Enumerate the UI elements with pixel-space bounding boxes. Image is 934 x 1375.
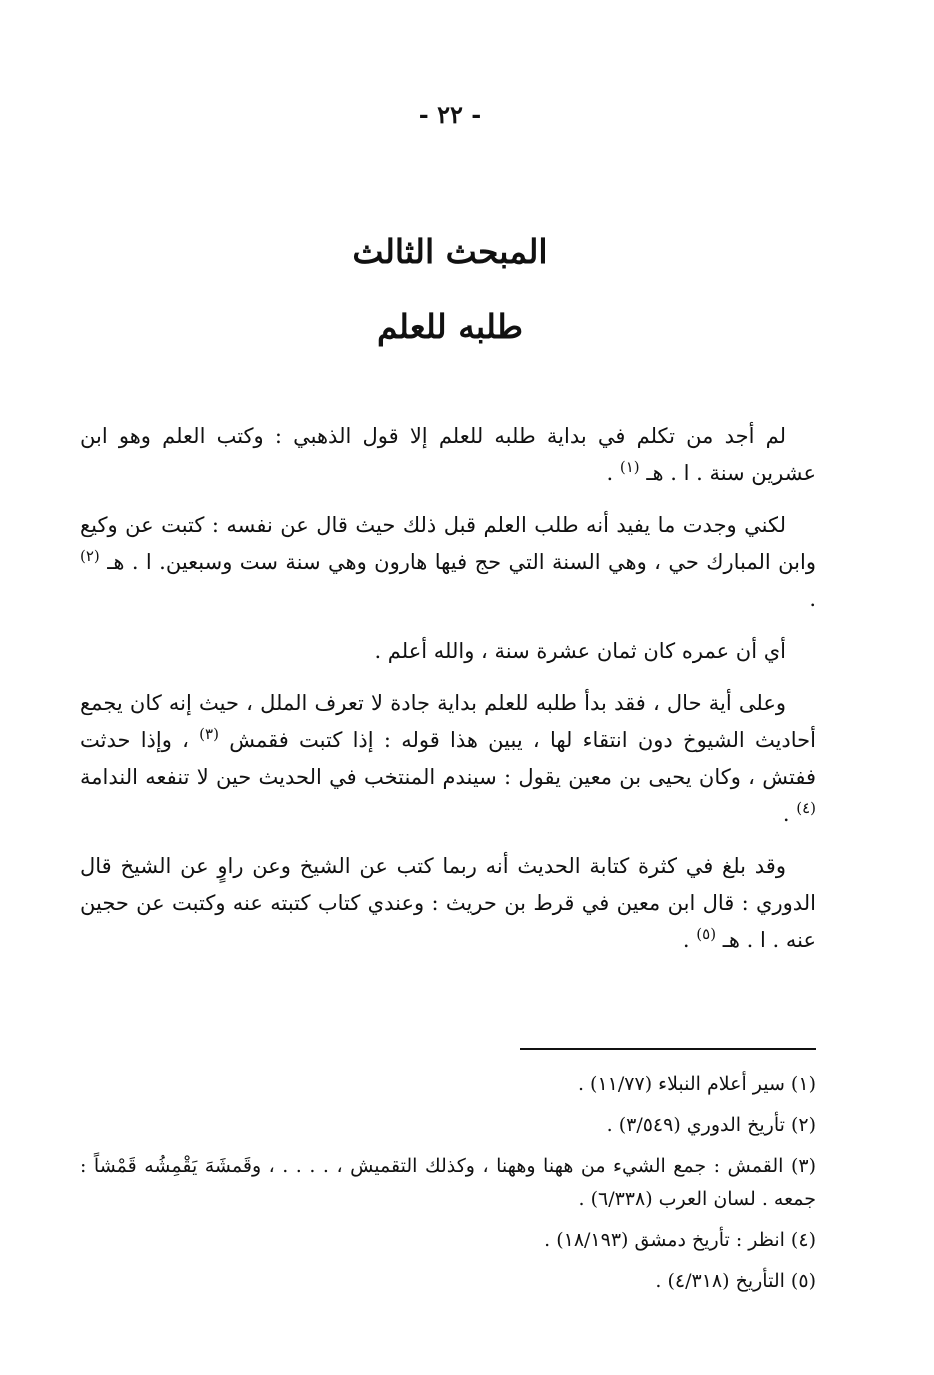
footnote-ref: (٥) [696, 925, 717, 943]
footnote-3: (٣) القمش : جمع الشيء من ههنا وههنا ، وكذلك التقميش ، . . . . ، وقَمشَهَ يَقْمِشُه قَمْشاً : جمعه . لسان العرب (٦/٣٣٨) . [80, 1155, 817, 1210]
footnote-divider [520, 1048, 816, 1050]
paragraph-4 [80, 685, 816, 833]
paragraph-end: . [782, 802, 797, 826]
paragraph-end: . [606, 461, 620, 485]
footnote-5: (٥) التأريخ (٤/٣١٨) . [655, 1270, 816, 1292]
paragraph-text: وعلى أية حال ، فقد بدأ طلبه للعلم بداية جادة لا تعرف الملل ، حيث إنه كان يجمع أحاديث الشيوخ دون انتقاء لها ، يبين هذا قوله : إذا كتبت فقمش [80, 691, 816, 752]
paragraph-1 [80, 418, 816, 492]
footnote-2: (٢) تأريخ الدوري (٣/٥٤٩) . [606, 1114, 816, 1136]
paragraph-3 [80, 633, 816, 670]
section-subtitle: طلبه للعلم [376, 307, 524, 346]
paragraph-5 [80, 848, 816, 959]
paragraph-end: . [809, 587, 816, 611]
paragraph-text: وقد بلغ في كثرة كتابة الحديث أنه ربما كتب عن الشيخ وعن راوٍ عن الشيخ قال الدوري : قال ابن معين في قرط بن حريث : وعندي كتاب كتبته عنه وكتبت عن حجين عنه . ا . هـ [80, 854, 816, 952]
paragraph-text: أي أن عمره كان ثمان عشرة سنة ، والله أعلم . [374, 639, 786, 663]
footnote-ref: (٣) [199, 725, 219, 743]
section-title: المبحث الثالث [352, 232, 548, 271]
paragraph-text: لكني وجدت ما يفيد أنه طلب العلم قبل ذلك حيث قال عن نفسه : كتبت عن وكيع وابن المبارك حي ، وهي السنة التي حج فيها هارون وهي سنة ست وسبعين. ا . هـ [80, 513, 816, 574]
footnote-ref: (٢) [80, 547, 100, 565]
paragraph-text: ، وإذا حدثت ففتش ، وكان يحيى بن معين يقول : سيندم المنتخب في الحديث حين لا تنفعه الندامة [80, 728, 816, 789]
footnote-1: (١) سير أعلام النبلاء (١١/٧٧) . [577, 1073, 816, 1095]
paragraph-text: لم أجد من تكلم في بداية طلبه للعلم إلا قول الذهبي : وكتب العلم وهو ابن عشرين سنة . ا . هـ [80, 424, 816, 485]
footnotes [80, 1068, 816, 1306]
footnote-4: (٤) انظر : تأريخ دمشق (١٨/١٩٣) . [544, 1229, 816, 1251]
footnote-ref: (١) [619, 458, 640, 476]
page-number: - ٢٢ - [418, 100, 482, 129]
paragraph-2 [80, 507, 816, 618]
footnote-ref: (٤) [796, 799, 816, 817]
body-text [80, 418, 816, 974]
paragraph-end: . [682, 928, 697, 952]
